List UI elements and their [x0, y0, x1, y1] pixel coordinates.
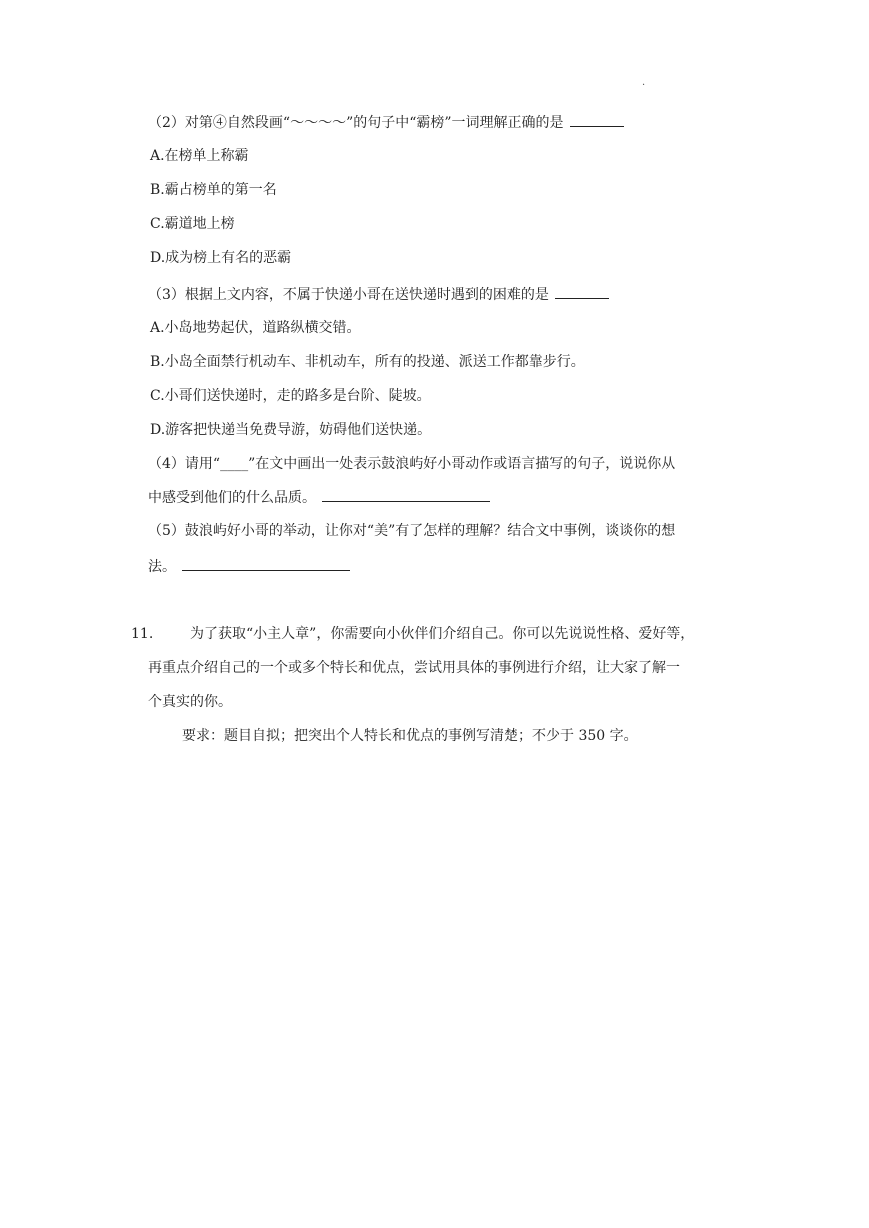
q3-option-d: D.游客把快递当免费导游，妨碍他们送快递。 — [150, 422, 432, 438]
q5-answer-blank[interactable] — [182, 556, 350, 571]
q11-requirement: 要求：题目自拟；把突出个人特长和优点的事例写清楚；不少于 350 字。 — [182, 728, 638, 744]
q2-prompt-text: （2）对第④自然段画“～～～～”的句子中“霸榜”一词理解正确的是 — [148, 115, 564, 131]
q3-prompt-text: （3）根据上文内容，不属于快递小哥在送快递时遇到的困难的是 — [148, 287, 549, 303]
q5-line-1: （5）鼓浪屿好小哥的举动，让你对“美”有了怎样的理解？结合文中事例，谈谈你的想 — [148, 523, 676, 539]
q4-line-2 — [148, 487, 490, 508]
page-marker: · — [642, 80, 646, 91]
q3-answer-blank[interactable] — [555, 284, 609, 299]
q4-line-1: （4）请用“____”在文中画出一处表示鼓浪屿好小哥动作或语言描写的句子，说说你从 — [148, 456, 676, 472]
q5-line-2 — [148, 556, 350, 577]
q2-prompt — [148, 112, 624, 133]
q4-line-2-text: 中感受到他们的什么品质。 — [148, 490, 316, 506]
q11-line-2: 再重点介绍自己的一个或多个特长和优点，尝试用具体的事例进行介绍，让大家了解一 — [148, 660, 680, 676]
q3-option-b: B.小岛全面禁行机动车、非机动车，所有的投递、派送工作都靠步行。 — [150, 354, 585, 370]
q3-option-c: C.小哥们送快递时，走的路多是台阶、陡坡。 — [150, 388, 431, 404]
q3-prompt — [148, 284, 609, 305]
q2-option-b: B.霸占榜单的第一名 — [150, 182, 277, 198]
q2-option-a: A.在榜单上称霸 — [150, 148, 249, 164]
q3-option-a: A.小岛地势起伏，道路纵横交错。 — [150, 320, 361, 336]
q2-answer-blank[interactable] — [570, 112, 624, 127]
q2-option-c: C.霸道地上榜 — [150, 216, 235, 232]
q11-number: 11. — [131, 626, 154, 642]
q4-answer-blank[interactable] — [322, 487, 490, 502]
q11-line-3: 个真实的你。 — [148, 694, 232, 710]
q2-option-d: D.成为榜上有名的恶霸 — [150, 250, 292, 266]
q11-line-1: 为了获取“小主人章”，你需要向小伙伴们介绍自己。你可以先说说性格、爱好等， — [190, 626, 695, 642]
q5-line-2-text: 法。 — [148, 559, 176, 575]
